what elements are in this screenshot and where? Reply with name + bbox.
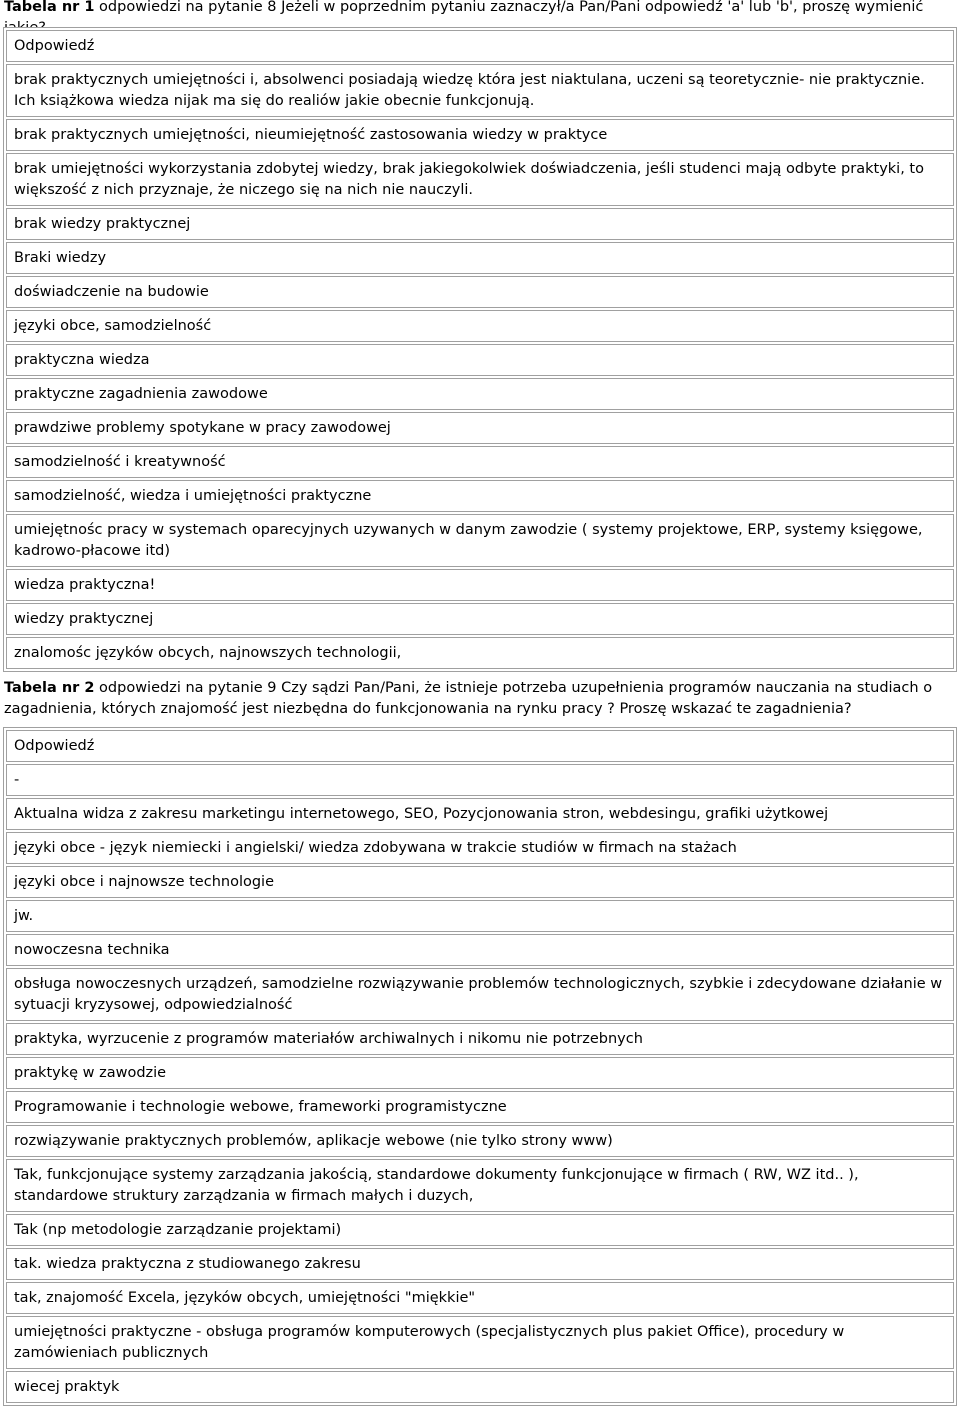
table2-row-text: praktykę w zawodzie (14, 1065, 167, 1081)
table2-row-text: nowoczesna technika (14, 942, 170, 958)
table2-row (6, 968, 954, 1021)
table1-row (6, 603, 954, 635)
table2-row (6, 1214, 954, 1246)
table1-row (6, 569, 954, 601)
table2-row (6, 866, 954, 898)
table2-row (6, 1023, 954, 1055)
table2-header-cell (6, 730, 954, 762)
table1-row (6, 514, 954, 567)
table2-row-text: jw. (14, 908, 34, 924)
table1-row-text: brak praktycznych umiejętności i, absolwenci posiadają wiedzę która jest niaktulana, uczeni są teoretycznie- nie praktycznie. Ich książkowa wiedza nijak ma się do realiów jakie obecnie funkcjonują. (14, 72, 925, 109)
table1-row-text: samodzielność, wiedza i umiejętności praktyczne (14, 488, 372, 504)
table2-row (6, 798, 954, 830)
table1-caption-text: odpowiedzi na pytanie 8 Jeżeli w poprzednim pytaniu zaznaczył/a Pan/Pani odpowiedź 'a' lub 'b', proszę wymienić (99, 0, 924, 15)
table1-row-text: samodzielność i kreatywność (14, 454, 226, 470)
table1-row (6, 242, 954, 274)
table1-row-text: brak umiejętności wykorzystania zdobytej wiedzy, brak jakiegokolwiek doświadczenia, jeśli studenci mają odbyte praktyki, to większość z nich przyznaje, że niczego się na nich nie nauczyli. (14, 161, 924, 198)
table1-row-text: brak praktycznych umiejętności, nieumiejętność zastosowania wiedzy w praktyce (14, 127, 608, 143)
table2-row (6, 1125, 954, 1157)
table2-caption (4, 678, 954, 720)
table1-row-text: praktyczne zagadnienia zawodowe (14, 386, 268, 402)
table1-header-text: Odpowiedź (14, 38, 95, 54)
table2-caption-label: Tabela nr 2 (4, 680, 95, 696)
table1-row (6, 412, 954, 444)
table2-row-text: tak, znajomość Excela, języków obcych, umiejętności "miękkie" (14, 1290, 476, 1306)
table1-row-text: wiedzy praktycznej (14, 611, 154, 627)
table1-row (6, 344, 954, 376)
table1-row (6, 208, 954, 240)
table2-row-text: Programowanie i technologie webowe, frameworki programistyczne (14, 1099, 507, 1115)
table2-row (6, 1057, 954, 1089)
table2 (3, 727, 957, 1406)
table1-row-text: umiejętnośc pracy w systemach oparecyjnych uzywanych w danym zawodzie ( systemy projektowe, ERP, systemy księgowe, kadrowo-płacowe itd) (14, 522, 923, 559)
table1-row (6, 153, 954, 206)
table1-row (6, 637, 954, 669)
table1-row-text: doświadczenie na budowie (14, 284, 209, 300)
table1-row (6, 119, 954, 151)
table2-row (6, 1282, 954, 1314)
table1 (3, 27, 957, 672)
table2-row-text: tak. wiedza praktyczna z studiowanego zakresu (14, 1256, 361, 1272)
table2-row-text: rozwiązywanie praktycznych problemów, aplikacje webowe (nie tylko strony www) (14, 1133, 613, 1149)
table1-header-cell (6, 30, 954, 62)
table1-row (6, 310, 954, 342)
table1-row-text: języki obce, samodzielność (14, 318, 212, 334)
table2-row-text: Tak (np metodologie zarządzanie projektami) (14, 1222, 342, 1238)
table1-row (6, 276, 954, 308)
table2-row-text: Tak, funkcjonujące systemy zarządzania jakością, standardowe dokumenty funkcjonujące w firmach ( RW, WZ itd.. ), standardowe struktury zarządzania w firmach małych i duzych, (14, 1167, 859, 1204)
table2-row (6, 1316, 954, 1369)
table2-row-text: - (14, 772, 20, 788)
table2-header-text: Odpowiedź (14, 738, 95, 754)
table2-row-text: umiejętności praktyczne - obsługa programów komputerowych (specjalistycznych plus pakiet Office), procedury w zamówieniach publicznych (14, 1324, 845, 1361)
table2-row-text: obsługa nowoczesnych urządzeń, samodzielne rozwiązywanie problemów technologicznych, szybkie i zdecydowane działanie w sytuacji kryzysowej, odpowiedzialność (14, 976, 943, 1013)
table2-row (6, 900, 954, 932)
table2-caption-text: odpowiedzi na pytanie 9 Czy sądzi Pan/Pani, że istnieje potrzeba uzupełnienia programów nauczania na studiach o zagadnienia, których znajomość jest niezbędna do funkcjonowania na rynku pracy ? Proszę wskazać te zagadnienia? (4, 680, 933, 717)
table1-row-text: znalomośc języków obcych, najnowszych technologii, (14, 645, 402, 661)
table2-row (6, 1159, 954, 1212)
table2-row-text: języki obce - język niemiecki i angielski/ wiedza zdobywana w trakcie studiów w firmach na stażach (14, 840, 737, 856)
table2-row (6, 1371, 954, 1403)
table2-row (6, 764, 954, 796)
table2-row (6, 832, 954, 864)
table2-row-text: wiecej praktyk (14, 1379, 120, 1395)
table1-row-text: prawdziwe problemy spotykane w pracy zawodowej (14, 420, 391, 436)
table1-row (6, 64, 954, 117)
table1-row (6, 446, 954, 478)
table1-row-text: praktyczna wiedza (14, 352, 150, 368)
table2-row-text: Aktualna widza z zakresu marketingu internetowego, SEO, Pozycjonowania stron, webdesingu, grafiki użytkowej (14, 806, 829, 822)
table2-row-text: języki obce i najnowsze technologie (14, 874, 274, 890)
table1-caption-label: Tabela nr 1 (4, 0, 95, 15)
table2-row (6, 934, 954, 966)
table2-row (6, 1248, 954, 1280)
table2-row-text: praktyka, wyrzucenie z programów materiałów archiwalnych i nikomu nie potrzebnych (14, 1031, 643, 1047)
table1-row-text: brak wiedzy praktycznej (14, 216, 191, 232)
table1-row-text: wiedza praktyczna! (14, 577, 156, 593)
table1-row-text: Braki wiedzy (14, 250, 107, 266)
table1-row (6, 378, 954, 410)
table2-row (6, 1091, 954, 1123)
table1-row (6, 480, 954, 512)
